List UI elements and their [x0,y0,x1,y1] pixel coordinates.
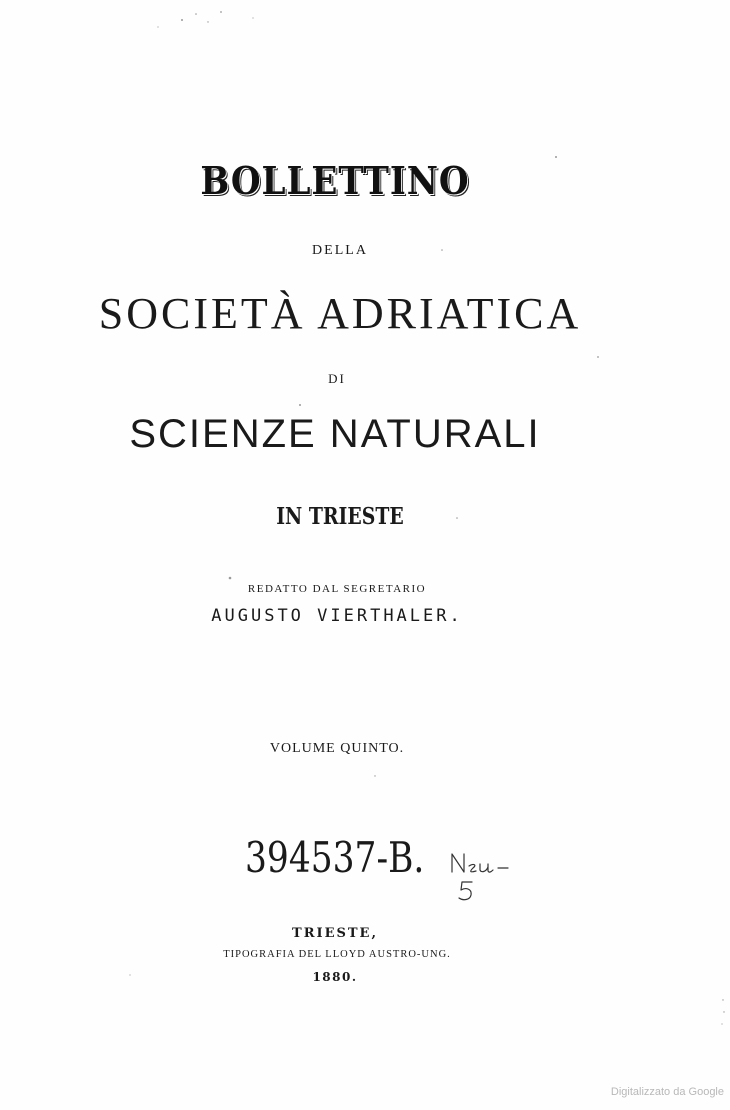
google-watermark: Digitalizzato da Google [610,1086,724,1098]
location-line: IN TRIESTE [276,503,404,530]
handwritten-annotation [448,846,518,906]
society-name: SOCIETÀ ADRIATICA [98,289,582,338]
della-line: DELLA [312,243,368,258]
shelfmark-stamp: 394537-B. [245,833,425,882]
volume-line: VOLUME QUINTO. [269,741,405,756]
imprint-city: TRIESTE, [292,926,378,941]
journal-title: BOLLETTINO [200,158,470,203]
di-line: DI [328,371,346,386]
imprint-printer: TIPOGRAFIA DEL LLOYD AUSTRO-UNG. [223,949,451,960]
sciences-line: SCIENZE NATURALI [129,412,541,456]
imprint-year: 1880. [312,970,358,984]
editor-note: REDATTO DAL SEGRETARIO [247,583,427,595]
editor-name: AUGUSTO VIERTHALER. [211,606,463,626]
